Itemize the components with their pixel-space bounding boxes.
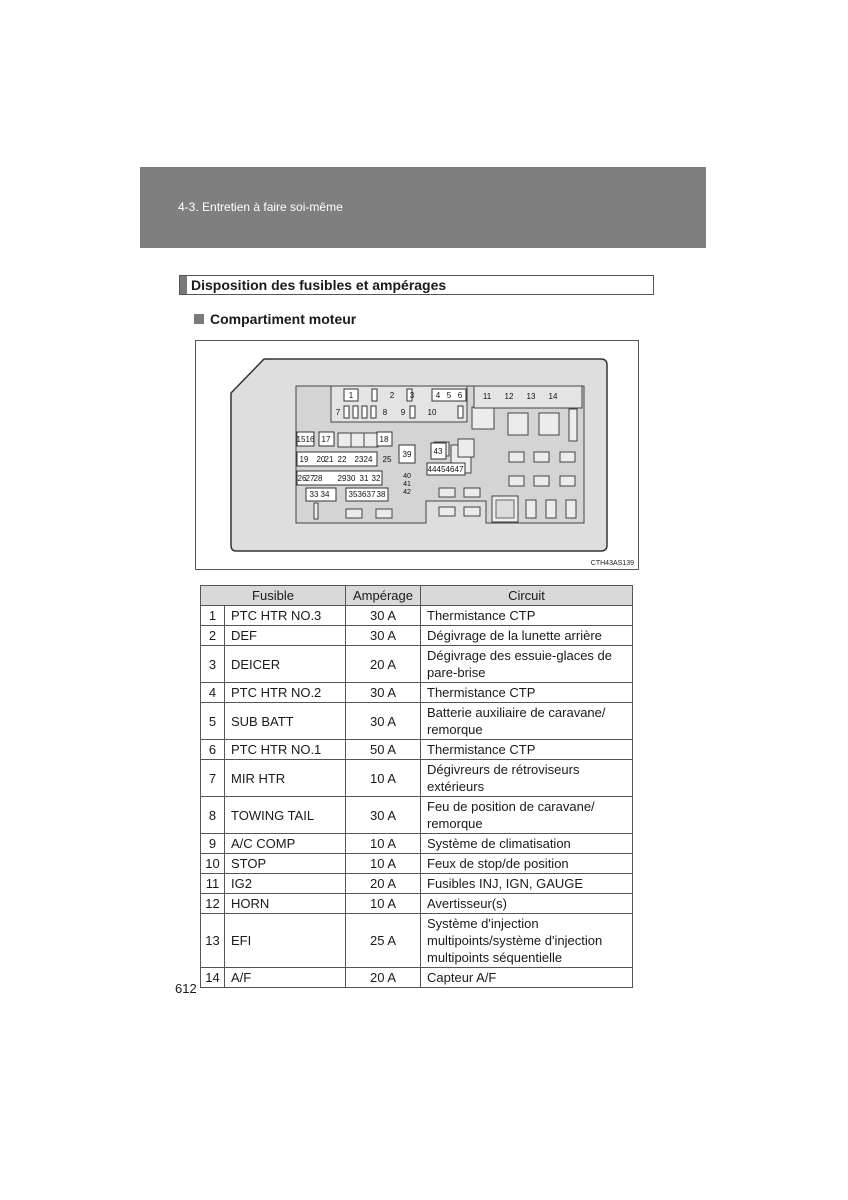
section-heading (179, 275, 654, 295)
table-row (201, 854, 633, 874)
header-amperage: Ampérage (346, 586, 421, 606)
fuse-label-18: 18 (379, 435, 389, 444)
fuse-circuit: Système de climatisation (421, 834, 633, 854)
fuse-table (200, 585, 633, 988)
fuse-name: HORN (225, 894, 346, 914)
fuse-name: PTC HTR NO.3 (225, 606, 346, 626)
fuse-number: 14 (201, 968, 225, 988)
fuse-circuit: Dégivrage des essuie-glaces de pare-brise (421, 646, 633, 683)
fuse-amperage: 10 A (346, 894, 421, 914)
fuse-box-illustration (196, 341, 638, 569)
fuse-number: 2 (201, 626, 225, 646)
subsection-heading (194, 311, 356, 327)
fuse-amperage: 10 A (346, 854, 421, 874)
fuse-name: STOP (225, 854, 346, 874)
table-row (201, 914, 633, 968)
fuse-label-40: 40 (403, 473, 411, 480)
fuse-number: 11 (201, 874, 225, 894)
fuse-circuit: Système d'injection multipoints/système d'injection multipoints séquentielle (421, 914, 633, 968)
table-row (201, 797, 633, 834)
table-row (201, 874, 633, 894)
fuse-label-34: 34 (320, 490, 330, 499)
fuse-name: IG2 (225, 874, 346, 894)
fuse-label-9: 9 (400, 408, 406, 417)
fuse-label-45: 45 (436, 465, 446, 474)
fuse-label-17: 17 (321, 435, 331, 444)
fuse-name: A/C COMP (225, 834, 346, 854)
fuse-circuit: Capteur A/F (421, 968, 633, 988)
fuse-label-30: 30 (346, 474, 356, 483)
fuse-name: PTC HTR NO.2 (225, 683, 346, 703)
fuse-label-25: 25 (382, 455, 392, 464)
fuse-number: 5 (201, 703, 225, 740)
fuse-label-37: 37 (366, 490, 376, 499)
chapter-header (140, 167, 706, 248)
fuse-name: TOWING TAIL (225, 797, 346, 834)
fuse-label-32: 32 (371, 474, 381, 483)
fuse-label-43: 43 (433, 447, 443, 456)
fuse-circuit: Thermistance CTP (421, 683, 633, 703)
figure-code: CTH43AS139 (590, 560, 634, 567)
fuse-label-24: 24 (363, 455, 373, 464)
fuse-circuit: Fusibles INJ, IGN, GAUGE (421, 874, 633, 894)
fuse-number: 10 (201, 854, 225, 874)
fuse-label-21: 21 (324, 455, 334, 464)
fuse-label-36: 36 (357, 490, 367, 499)
fuse-label-2: 2 (389, 391, 395, 400)
fuse-circuit: Feu de position de caravane/ remorque (421, 797, 633, 834)
fuse-label-31: 31 (359, 474, 369, 483)
fuse-number: 7 (201, 760, 225, 797)
fuse-circuit: Batterie auxiliaire de caravane/ remorque (421, 703, 633, 740)
fuse-circuit: Feux de stop/de position (421, 854, 633, 874)
fuse-number: 13 (201, 914, 225, 968)
fuse-number: 8 (201, 797, 225, 834)
fuse-circuit: Dégivrage de la lunette arrière (421, 626, 633, 646)
fuse-name: DEF (225, 626, 346, 646)
fuse-label-6: 6 (457, 391, 463, 400)
fuse-label-38: 38 (376, 490, 386, 499)
fuse-label-46: 46 (445, 465, 455, 474)
fuse-label-35: 35 (348, 490, 358, 499)
section-title: Disposition des fusibles et ampérages (191, 277, 447, 293)
table-row (201, 894, 633, 914)
fuse-number: 12 (201, 894, 225, 914)
fuse-label-33: 33 (309, 490, 319, 499)
fuse-label-7: 7 (335, 408, 341, 417)
fuse-amperage: 30 A (346, 606, 421, 626)
fuse-amperage: 50 A (346, 740, 421, 760)
fuse-label-42: 42 (403, 489, 411, 496)
fuse-name: DEICER (225, 646, 346, 683)
fuse-number: 1 (201, 606, 225, 626)
fuse-amperage: 20 A (346, 646, 421, 683)
fuse-label-27: 27 (305, 474, 315, 483)
fuse-amperage: 25 A (346, 914, 421, 968)
header-fusible: Fusible (201, 586, 346, 606)
fuse-circuit: Dégivreurs de rétroviseurs extérieurs (421, 760, 633, 797)
table-row (201, 703, 633, 740)
fuse-label-47: 47 (454, 465, 464, 474)
fuse-label-10: 10 (427, 408, 437, 417)
table-row (201, 740, 633, 760)
fuse-label-44: 44 (427, 465, 437, 474)
fuse-label-16: 16 (305, 435, 315, 444)
fuse-label-29: 29 (337, 474, 347, 483)
fuse-label-41: 41 (403, 481, 411, 488)
fuse-amperage: 30 A (346, 703, 421, 740)
fuse-amperage: 10 A (346, 760, 421, 797)
fuse-label-8: 8 (382, 408, 388, 417)
fuse-number: 3 (201, 646, 225, 683)
fuse-circuit: Thermistance CTP (421, 740, 633, 760)
page-number: 612 (175, 981, 197, 996)
table-row (201, 606, 633, 626)
table-row (201, 626, 633, 646)
fuse-amperage: 20 A (346, 968, 421, 988)
fuse-circuit: Avertisseur(s) (421, 894, 633, 914)
table-row (201, 683, 633, 703)
fuse-label-39: 39 (402, 450, 412, 459)
fuse-label-23: 23 (354, 455, 364, 464)
fuse-label-3: 3 (409, 391, 415, 400)
fuse-circuit: Thermistance CTP (421, 606, 633, 626)
fuse-label-20: 20 (316, 455, 326, 464)
fuse-label-4: 4 (435, 391, 441, 400)
fuse-label-22: 22 (337, 455, 347, 464)
fuse-label-5: 5 (446, 391, 452, 400)
fuse-amperage: 20 A (346, 874, 421, 894)
fuse-number: 4 (201, 683, 225, 703)
fuse-name: PTC HTR NO.1 (225, 740, 346, 760)
fuse-label-15: 15 (296, 435, 306, 444)
table-row (201, 760, 633, 797)
table-row (201, 968, 633, 988)
fuse-amperage: 30 A (346, 683, 421, 703)
table-header-row (201, 586, 633, 606)
table-row (201, 646, 633, 683)
fuse-label-19: 19 (299, 455, 309, 464)
fuse-box-diagram (195, 340, 639, 570)
fuse-name: EFI (225, 914, 346, 968)
fuse-number: 6 (201, 740, 225, 760)
fuse-label-26: 26 (297, 474, 307, 483)
subsection-title: Compartiment moteur (210, 311, 357, 327)
fuse-label-1: 1 (348, 391, 354, 400)
fuse-label-14: 14 (548, 392, 558, 401)
fuse-amperage: 30 A (346, 626, 421, 646)
square-bullet-icon (194, 314, 204, 324)
fuse-label-12: 12 (504, 392, 514, 401)
fuse-amperage: 10 A (346, 834, 421, 854)
fuse-amperage: 30 A (346, 797, 421, 834)
heading-bar (180, 276, 187, 294)
breadcrumb: 4-3. Entretien à faire soi-même (178, 200, 343, 214)
fuse-name: A/F (225, 968, 346, 988)
fuse-name: MIR HTR (225, 760, 346, 797)
fuse-name: SUB BATT (225, 703, 346, 740)
table-row (201, 834, 633, 854)
header-circuit: Circuit (421, 586, 633, 606)
fuse-label-28: 28 (313, 474, 323, 483)
fuse-label-13: 13 (526, 392, 536, 401)
fuse-number: 9 (201, 834, 225, 854)
fuse-label-11: 11 (482, 392, 492, 401)
